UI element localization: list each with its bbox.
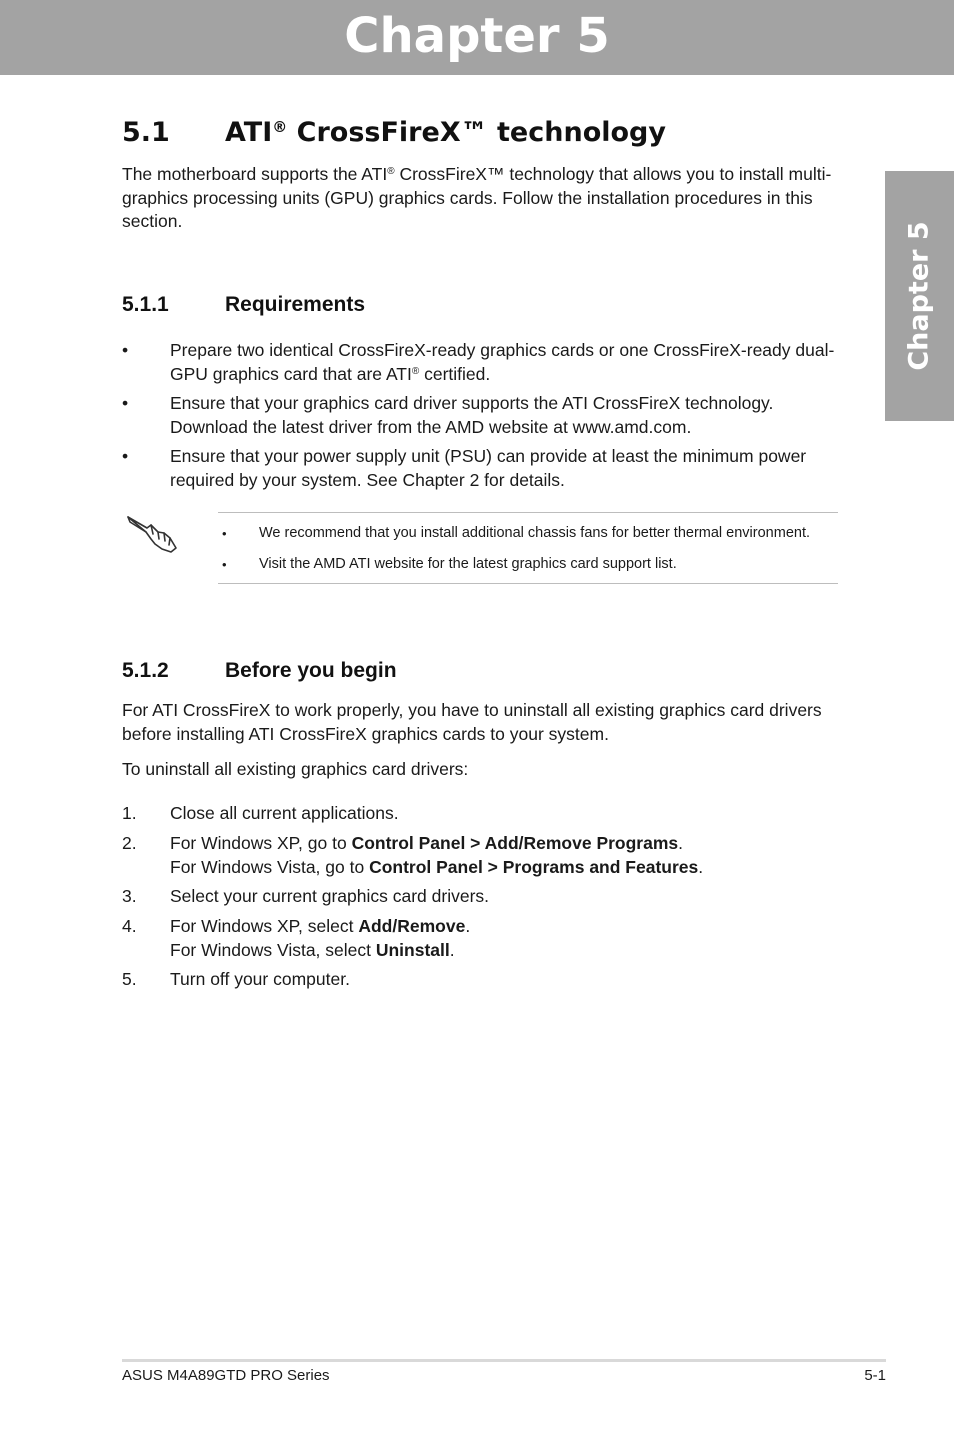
step-text-part: . [449, 939, 455, 960]
step-text-part: For Windows Vista, select [170, 939, 376, 960]
bullet: • [122, 446, 129, 466]
bullet: • [222, 557, 227, 572]
step-text-part: . [678, 833, 684, 853]
requirement-registered-mark: ® [411, 365, 420, 377]
before-begin-title: Before you begin [225, 659, 397, 682]
section-title-ati: ATI [225, 117, 273, 148]
bullet: • [122, 393, 129, 413]
requirement-text-part2: certified. [419, 363, 491, 384]
menu-command: Add/Remove [358, 916, 466, 936]
registered-mark: ® [272, 118, 288, 136]
step-number: 5. [122, 969, 137, 989]
step-text [170, 832, 837, 879]
step-text-part: For Windows XP, go to [170, 833, 352, 853]
note-text: We recommend that you install additional chassis fans for better thermal environment. [259, 525, 810, 541]
step-number: 3. [122, 886, 137, 906]
note-top-rule [218, 512, 838, 513]
bullet: • [122, 340, 129, 360]
step-number: 4. [122, 916, 137, 936]
step-text-part: . [698, 856, 704, 877]
bullet: • [222, 526, 227, 541]
step-text-part: For Windows XP, select [170, 916, 359, 936]
menu-path: Control Panel > Add/Remove Programs [351, 833, 679, 853]
section-intro [122, 163, 837, 234]
chapter-title: Chapter 5 [344, 8, 610, 64]
step-text-part: . [465, 916, 471, 936]
before-begin-paragraph: For ATI CrossFireX to work properly, you have to uninstall all existing graphics card drivers before installing ATI CrossFireX graphics cards to your system. [122, 700, 822, 744]
footer-page-number: 5-1 [864, 1367, 886, 1384]
intro-registered-mark: ® [387, 166, 395, 177]
step-text: Select your current graphics card drivers. [170, 886, 490, 906]
intro-text-1: The motherboard supports the ATI [122, 164, 388, 184]
menu-path: Control Panel > Programs and Features [369, 856, 699, 877]
requirements-heading [122, 293, 365, 317]
chapter-banner [0, 0, 954, 75]
footer-rule [122, 1359, 886, 1362]
section-heading [122, 117, 666, 148]
note-text: Visit the AMD ATI website for the latest graphics card support list. [259, 556, 677, 572]
footer-product-name: ASUS M4A89GTD PRO Series [122, 1367, 330, 1384]
step-number: 1. [122, 803, 137, 823]
hand-pointer-icon [124, 508, 180, 558]
uninstall-intro: To uninstall all existing graphics card drivers: [122, 759, 469, 779]
requirements-title: Requirements [225, 293, 366, 316]
before-begin-number: 5.1.2 [122, 659, 169, 682]
intro-text-2: CrossFireX™ technology that allows you to install multi-graphics processing units (GPU) graphics cards. Follow the installation procedures in this section. [122, 164, 832, 231]
section-number: 5.1 [122, 117, 170, 148]
section-title-rest: CrossFireX™ technology [287, 117, 666, 148]
requirement-text: Ensure that your power supply unit (PSU) can provide at least the minimum power required by your system. See Chapter 2 for details. [170, 446, 807, 490]
step-number: 2. [122, 833, 137, 853]
requirement-text [170, 339, 837, 386]
before-begin-heading [122, 659, 397, 683]
requirement-text: Ensure that your graphics card driver supports the ATI CrossFireX technology. Download the latest driver from the AMD website at www.amd.com. [170, 393, 774, 437]
chapter-side-tab [885, 171, 954, 421]
step-text: Turn off your computer. [170, 969, 350, 989]
requirements-number: 5.1.1 [122, 293, 169, 316]
requirement-text-part1: Prepare two identical CrossFireX-ready graphics cards or one CrossFireX-ready dual-GPU graphics card that are ATI [170, 340, 835, 384]
step-text: Close all current applications. [170, 803, 399, 823]
note-bottom-rule [218, 583, 838, 584]
menu-command: Uninstall [375, 939, 450, 960]
step-text [170, 915, 837, 962]
step-text-part: For Windows Vista, go to [170, 856, 370, 877]
side-tab-label: Chapter 5 [903, 221, 935, 371]
